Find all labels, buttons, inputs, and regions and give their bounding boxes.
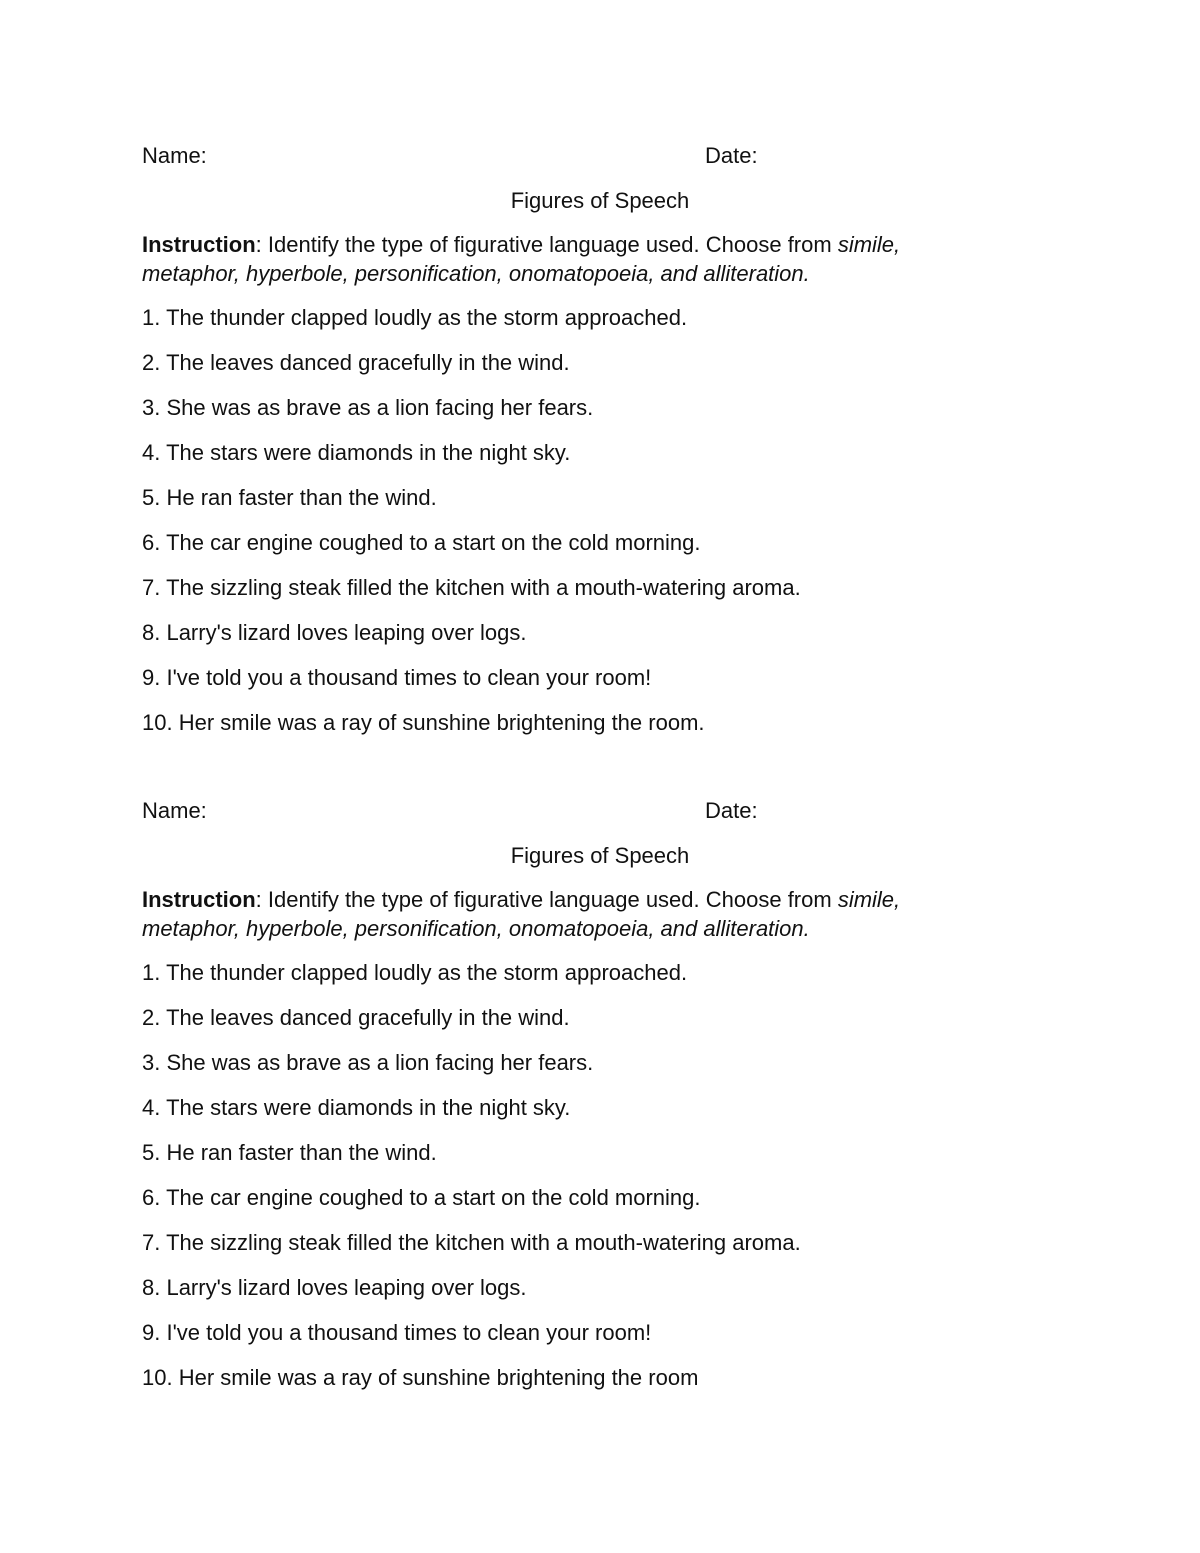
question-item: 10. Her smile was a ray of sunshine brightening the room [142, 1365, 699, 1390]
worksheet-title: Figures of Speech [510, 188, 690, 213]
question-item: 8. Larry's lizard loves leaping over logs. [142, 1275, 527, 1300]
question-item: 3. She was as brave as a lion facing her fears. [142, 1050, 594, 1075]
instruction [142, 230, 962, 288]
instruction-label: Instruction [142, 887, 256, 912]
question-item: 5. He ran faster than the wind. [142, 485, 437, 510]
question-item: 9. I've told you a thousand times to clean your room! [142, 665, 652, 690]
instruction [142, 885, 962, 943]
question-item: 4. The stars were diamonds in the night sky. [142, 1095, 571, 1120]
instruction-text: : Identify the type of figurative language used. Choose from [255, 887, 838, 912]
question-list [142, 958, 982, 1393]
name-label: Name: [142, 798, 207, 823]
question-item: 2. The leaves danced gracefully in the wind. [142, 1005, 570, 1030]
question-item: 10. Her smile was a ray of sunshine brightening the room. [142, 710, 705, 735]
instruction-choices: simile, metaphor, hyperbole, personification, onomatopoeia, and alliteration. [142, 887, 901, 941]
question-item: 1. The thunder clapped loudly as the storm approached. [142, 305, 688, 330]
worksheet-title: Figures of Speech [510, 843, 690, 868]
name-date-row [142, 141, 982, 171]
question-item: 4. The stars were diamonds in the night sky. [142, 440, 571, 465]
date-label: Date: [705, 798, 758, 823]
name-date-row [142, 796, 982, 826]
question-item: 6. The car engine coughed to a start on the cold morning. [142, 530, 701, 555]
date-label: Date: [705, 143, 758, 168]
question-item: 8. Larry's lizard loves leaping over logs. [142, 620, 527, 645]
instruction-choices: simile, metaphor, hyperbole, personification, onomatopoeia, and alliteration. [142, 232, 901, 286]
question-item: 2. The leaves danced gracefully in the wind. [142, 350, 570, 375]
worksheet-1 [142, 141, 982, 753]
question-item: 6. The car engine coughed to a start on the cold morning. [142, 1185, 701, 1210]
question-item: 7. The sizzling steak filled the kitchen with a mouth-watering aroma. [142, 575, 801, 600]
question-item: 9. I've told you a thousand times to clean your room! [142, 1320, 652, 1345]
name-label: Name: [142, 143, 207, 168]
question-item: 5. He ran faster than the wind. [142, 1140, 437, 1165]
question-item: 1. The thunder clapped loudly as the storm approached. [142, 960, 688, 985]
instruction-label: Instruction [142, 232, 256, 257]
instruction-text: : Identify the type of figurative language used. Choose from [255, 232, 838, 257]
worksheet-2 [142, 796, 982, 1408]
question-list [142, 303, 982, 738]
question-item: 7. The sizzling steak filled the kitchen with a mouth-watering aroma. [142, 1230, 801, 1255]
question-item: 3. She was as brave as a lion facing her fears. [142, 395, 594, 420]
